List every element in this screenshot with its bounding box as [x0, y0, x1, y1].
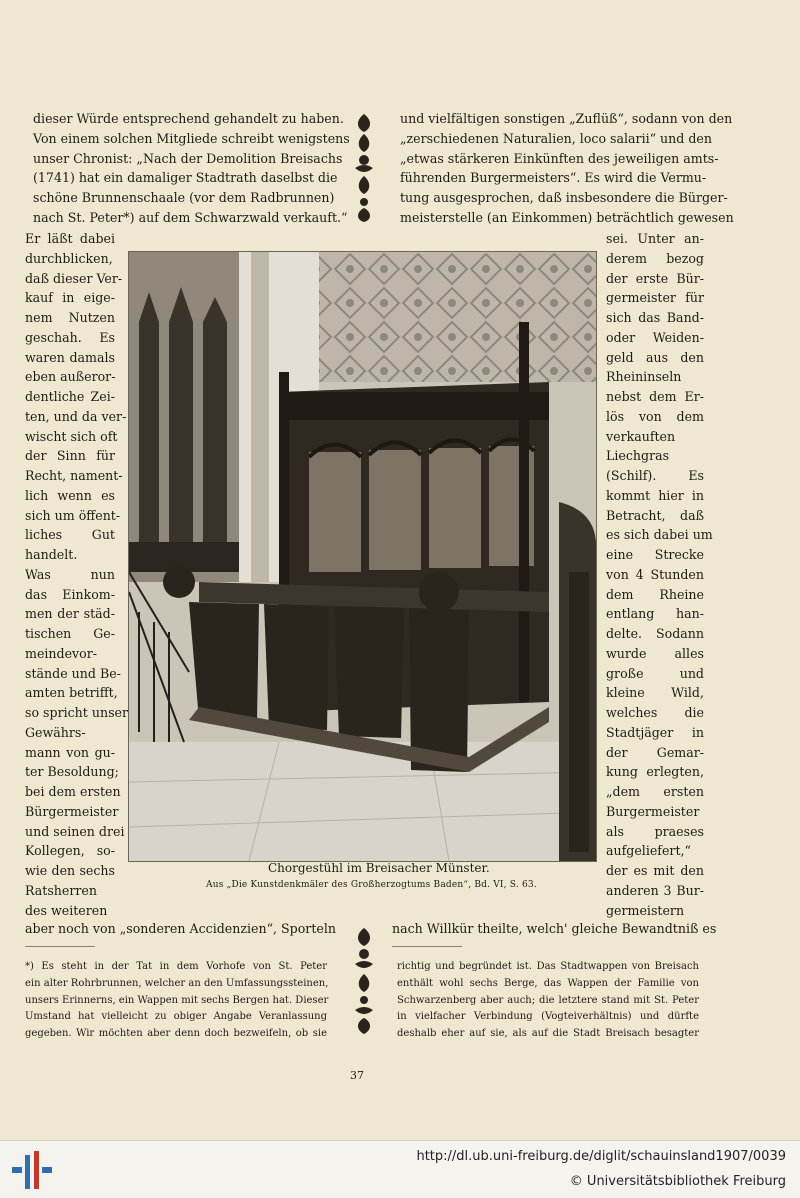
text-line: der Sinn für [25, 448, 115, 464]
bottom-right-line: nach Willkür theilte, welch' gleiche Bewandtniß es [392, 921, 717, 936]
text-line: stände und Be- [25, 665, 121, 681]
text-line: Bürgermeister [25, 803, 119, 819]
text-line: der Gemar- [606, 744, 704, 760]
text-line: sich um öffent- [25, 507, 121, 523]
footnote-line: gegeben. Wir möchten aber denn doch bezweifeln, ob sie [25, 1028, 327, 1040]
library-logo-icon [10, 1149, 54, 1191]
text-line: tischen Ge- [25, 626, 115, 641]
text-line: der erste Bür- [606, 270, 704, 286]
text-line: ter Besoldung; [25, 764, 119, 780]
text-line: amten betrifft, [25, 685, 118, 701]
text-line: Betracht, daß [606, 507, 704, 523]
text-line: mann von gu- [25, 744, 115, 760]
text-line: (Schilf). Es [606, 468, 704, 483]
text-line: handelt. [25, 547, 78, 562]
text-line: kommt hier in [606, 487, 704, 503]
text-line: unser Chronist: „Nach der Demolition Breisachs [33, 150, 343, 166]
text-line: geschah. Es [25, 329, 115, 345]
footnote-line: *) Es steht in der Tat in dem Vorhofe von St. Peter [25, 961, 327, 972]
page-number: 37 [350, 1069, 364, 1082]
text-line: das Einkom- [25, 586, 115, 602]
footnote-line: Schwarzenberg aber auch; die letztere stand mit St. Peter [397, 994, 699, 1006]
text-line: meindevor- [25, 645, 98, 661]
text-line: verkauften [606, 428, 676, 444]
text-line: nach St. Peter*) auf dem Schwarzwald verkauft.“ [33, 210, 348, 225]
text-line: geld aus den [606, 349, 704, 365]
permalink-url[interactable]: http://dl.ub.uni-freiburg.de/diglit/schauinsland1907/0039 [416, 1149, 786, 1164]
text-line: kung erlegten, [606, 764, 704, 780]
text-line: Burgermeister [606, 803, 700, 819]
text-line: so spricht unser [25, 705, 129, 720]
text-line: Gewährs- [25, 724, 86, 740]
text-line: als praeses [606, 823, 704, 839]
text-line: Er läßt dabei [25, 231, 115, 246]
text-line: dentliche Zei- [25, 389, 115, 404]
footnote-line: enthält wohl sechs Berge, das Wappen der Familie von [397, 977, 699, 989]
text-line: wischt sich oft [25, 428, 118, 444]
text-line: Stadtjäger in [606, 724, 704, 740]
text-line: des weiteren [25, 902, 108, 918]
library-footer [0, 1140, 800, 1198]
text-line: eben außeror- [25, 369, 116, 385]
footnote-rule-right [392, 946, 462, 947]
text-line: daß dieser Ver- [25, 270, 123, 286]
text-line: lich wenn es [25, 487, 115, 503]
text-line: delte. Sodann [606, 626, 704, 641]
text-line: durchblicken, [25, 250, 113, 266]
footnote-line: deshalb eher auf sie, als auf die Stadt Breisach besagter [397, 1028, 699, 1040]
text-line: nem Nutzen [25, 310, 115, 325]
ornament-vignette-top [352, 112, 376, 224]
text-line: und vielfältigen sonstigen „Zuflüß“, sodann von den [400, 111, 733, 126]
text-line: welches die [606, 705, 704, 720]
text-line: von 4 Stunden [606, 566, 704, 582]
text-line: sei. Unter an- [606, 231, 704, 246]
text-line: eine Strecke [606, 547, 704, 562]
bottom-left-line: aber noch von „sonderen Accidenzien“, Sporteln [25, 921, 336, 936]
text-line: liches Gut [25, 527, 115, 543]
text-line: Von einem solchen Mitgliede schreibt wenigstens [33, 130, 350, 146]
text-line: waren damals [25, 349, 115, 365]
text-line: kleine Wild, [606, 685, 704, 701]
figure-caption-source: Aus „Die Kunstdenkmäler des Großherzogtums Baden“, Bd. VI, S. 63. [206, 880, 537, 890]
text-line: dieser Würde entsprechend gehandelt zu haben. [33, 111, 344, 126]
text-line: führenden Burgermeisters“. Es wird die Vermu- [400, 170, 707, 186]
text-line: entlang han- [606, 606, 704, 622]
footnote-line: richtig und begründet ist. Das Stadtwappen von Breisach [397, 961, 699, 972]
text-line: „dem ersten [606, 784, 704, 799]
text-line: anderen 3 Bur- [606, 882, 704, 898]
text-line: lös von dem [606, 408, 704, 424]
copyright-notice: © Universitätsbibliothek Freiburg [569, 1174, 786, 1189]
text-line: oder Weiden- [606, 329, 704, 345]
text-line: bei dem ersten [25, 784, 121, 799]
text-line: der es mit den [606, 863, 704, 878]
text-line: kauf in eige- [25, 290, 115, 306]
footnote-line: ein alter Rohrbrunnen, welcher an den Umfassungssteinen, [25, 977, 329, 989]
text-line: (1741) hat ein damaliger Stadtrath daselbst die [33, 170, 338, 186]
text-line: aufgeliefert,“ [606, 843, 691, 859]
text-line: dem Rheine [606, 586, 704, 602]
text-line: schöne Brunnenschaale (vor dem Radbrunnen) [33, 190, 335, 206]
text-line: große und [606, 665, 704, 681]
text-line: Ratsherren [25, 882, 97, 898]
ornament-vignette-bottom [352, 926, 376, 1036]
text-line: Was nun [25, 566, 115, 582]
figure-caption-title: Chorgestühl im Breisacher Münster. [268, 861, 490, 875]
text-line: und seinen drei [25, 823, 125, 839]
footnote-rule-left [25, 946, 95, 947]
text-line: derem bezog [606, 250, 704, 266]
text-line: tung ausgesprochen, daß insbesondere die Bürger- [400, 190, 728, 206]
text-line: wie den sechs [25, 863, 115, 878]
text-line: men der städ- [25, 606, 115, 622]
choir-stall-photograph [128, 251, 597, 862]
footnote-line: Umstand hat vielleicht zu obiger Angabe Veranlassung [25, 1011, 327, 1023]
text-line: „etwas stärkeren Einkünften des jeweiligen amts- [400, 150, 719, 166]
text-line: sich das Band- [606, 310, 704, 325]
text-line: wurde alles [606, 645, 704, 661]
text-line: Liechgras [606, 448, 670, 464]
footnote-line: unsers Erinnerns, ein Wappen mit sechs Bergen hat. Dieser [25, 994, 329, 1006]
text-line: Kollegen, so- [25, 843, 115, 859]
text-line: es sich dabei um [606, 527, 713, 543]
text-line: ten, und da ver- [25, 408, 127, 424]
text-line: „zerschiedenen Naturalien, loco salarii“ und den [400, 130, 712, 146]
text-line: germeister für [606, 290, 704, 306]
text-line: meisterstelle (an Einkommen) beträchtlich gewesen [400, 210, 734, 225]
text-line: germeistern [606, 902, 685, 918]
text-line: Recht, nament- [25, 468, 123, 483]
footnote-line: in vielfacher Verbindung (Vogteiverhältnis) und dürfte [397, 1011, 699, 1023]
text-line: Rheininseln [606, 369, 682, 385]
text-line: nebst dem Er- [606, 389, 704, 404]
